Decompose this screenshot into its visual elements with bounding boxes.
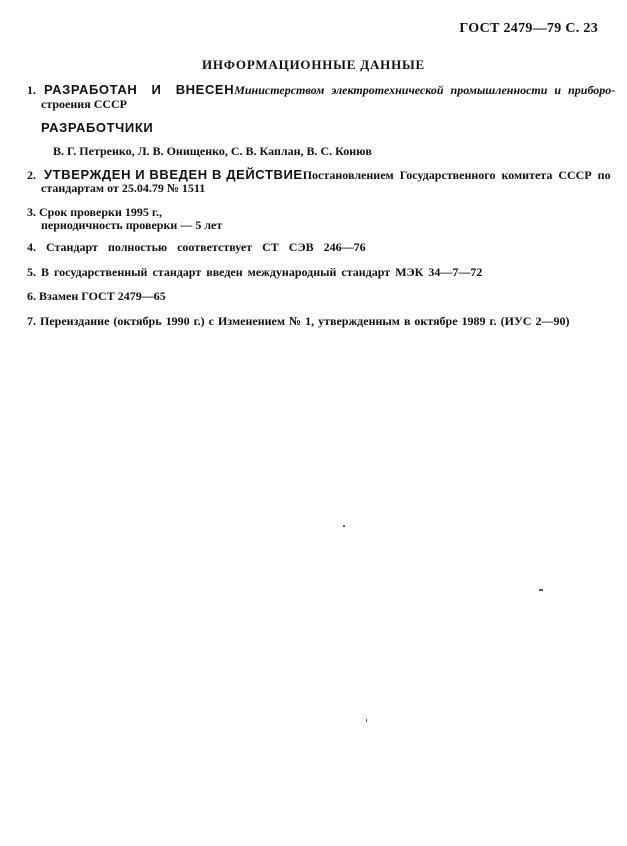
item-2-line-1: [27, 167, 611, 182]
item-1-line-2: строения СССР: [41, 97, 128, 111]
item-4: 4. Стандарт полностью соответствует СТ СЭВ 246—76: [27, 240, 366, 254]
scan-speck: [343, 525, 345, 527]
item-1-text: Министерством электротехнической промышленности и приборо-: [234, 83, 616, 97]
scan-speck: [539, 589, 543, 591]
item-2-head: [27, 168, 303, 182]
item-7: 7. Переиздание (октябрь 1990 г.) с Изменением № 1, утвержденным в октябре 1989 г. (ИУС 2—90): [27, 314, 570, 328]
item-3-line-1: 3. Срок проверки 1995 г.,: [27, 205, 162, 219]
item-2-caps: УТВЕРЖДЕН И ВВЕДЕН В ДЕЙСТВИЕ: [44, 167, 303, 182]
item-2-line-2: стандартам от 25.04.79 № 1511: [41, 181, 206, 195]
developers-heading: РАЗРАБОТЧИКИ: [41, 120, 154, 135]
page-title: ИНФОРМАЦИОННЫЕ ДАННЫЕ: [201, 57, 426, 72]
item-6: 6. Взамен ГОСТ 2479—65: [27, 289, 166, 303]
item-1-head: [27, 83, 234, 97]
item-1-number: 1.: [27, 83, 36, 97]
item-1-line-1: [27, 82, 616, 97]
item-1-caps: РАЗРАБОТАН И ВНЕСЕН: [44, 82, 235, 97]
page-header-code: ГОСТ 2479—79 С. 23: [459, 21, 598, 36]
item-2-number: 2.: [27, 168, 36, 182]
item-3-line-2: периодичность проверки — 5 лет: [41, 218, 223, 232]
item-2-text: Постановлением Государственного комитета СССР по: [302, 168, 611, 182]
item-5: 5. В государственный стандарт введен международный стандарт МЭК 34—7—72: [27, 265, 483, 279]
scan-speck: [366, 719, 367, 722]
developers-list: В. Г. Петренко, Л. В. Онищенко, С. В. Каплан, В. С. Конюв: [53, 144, 372, 158]
